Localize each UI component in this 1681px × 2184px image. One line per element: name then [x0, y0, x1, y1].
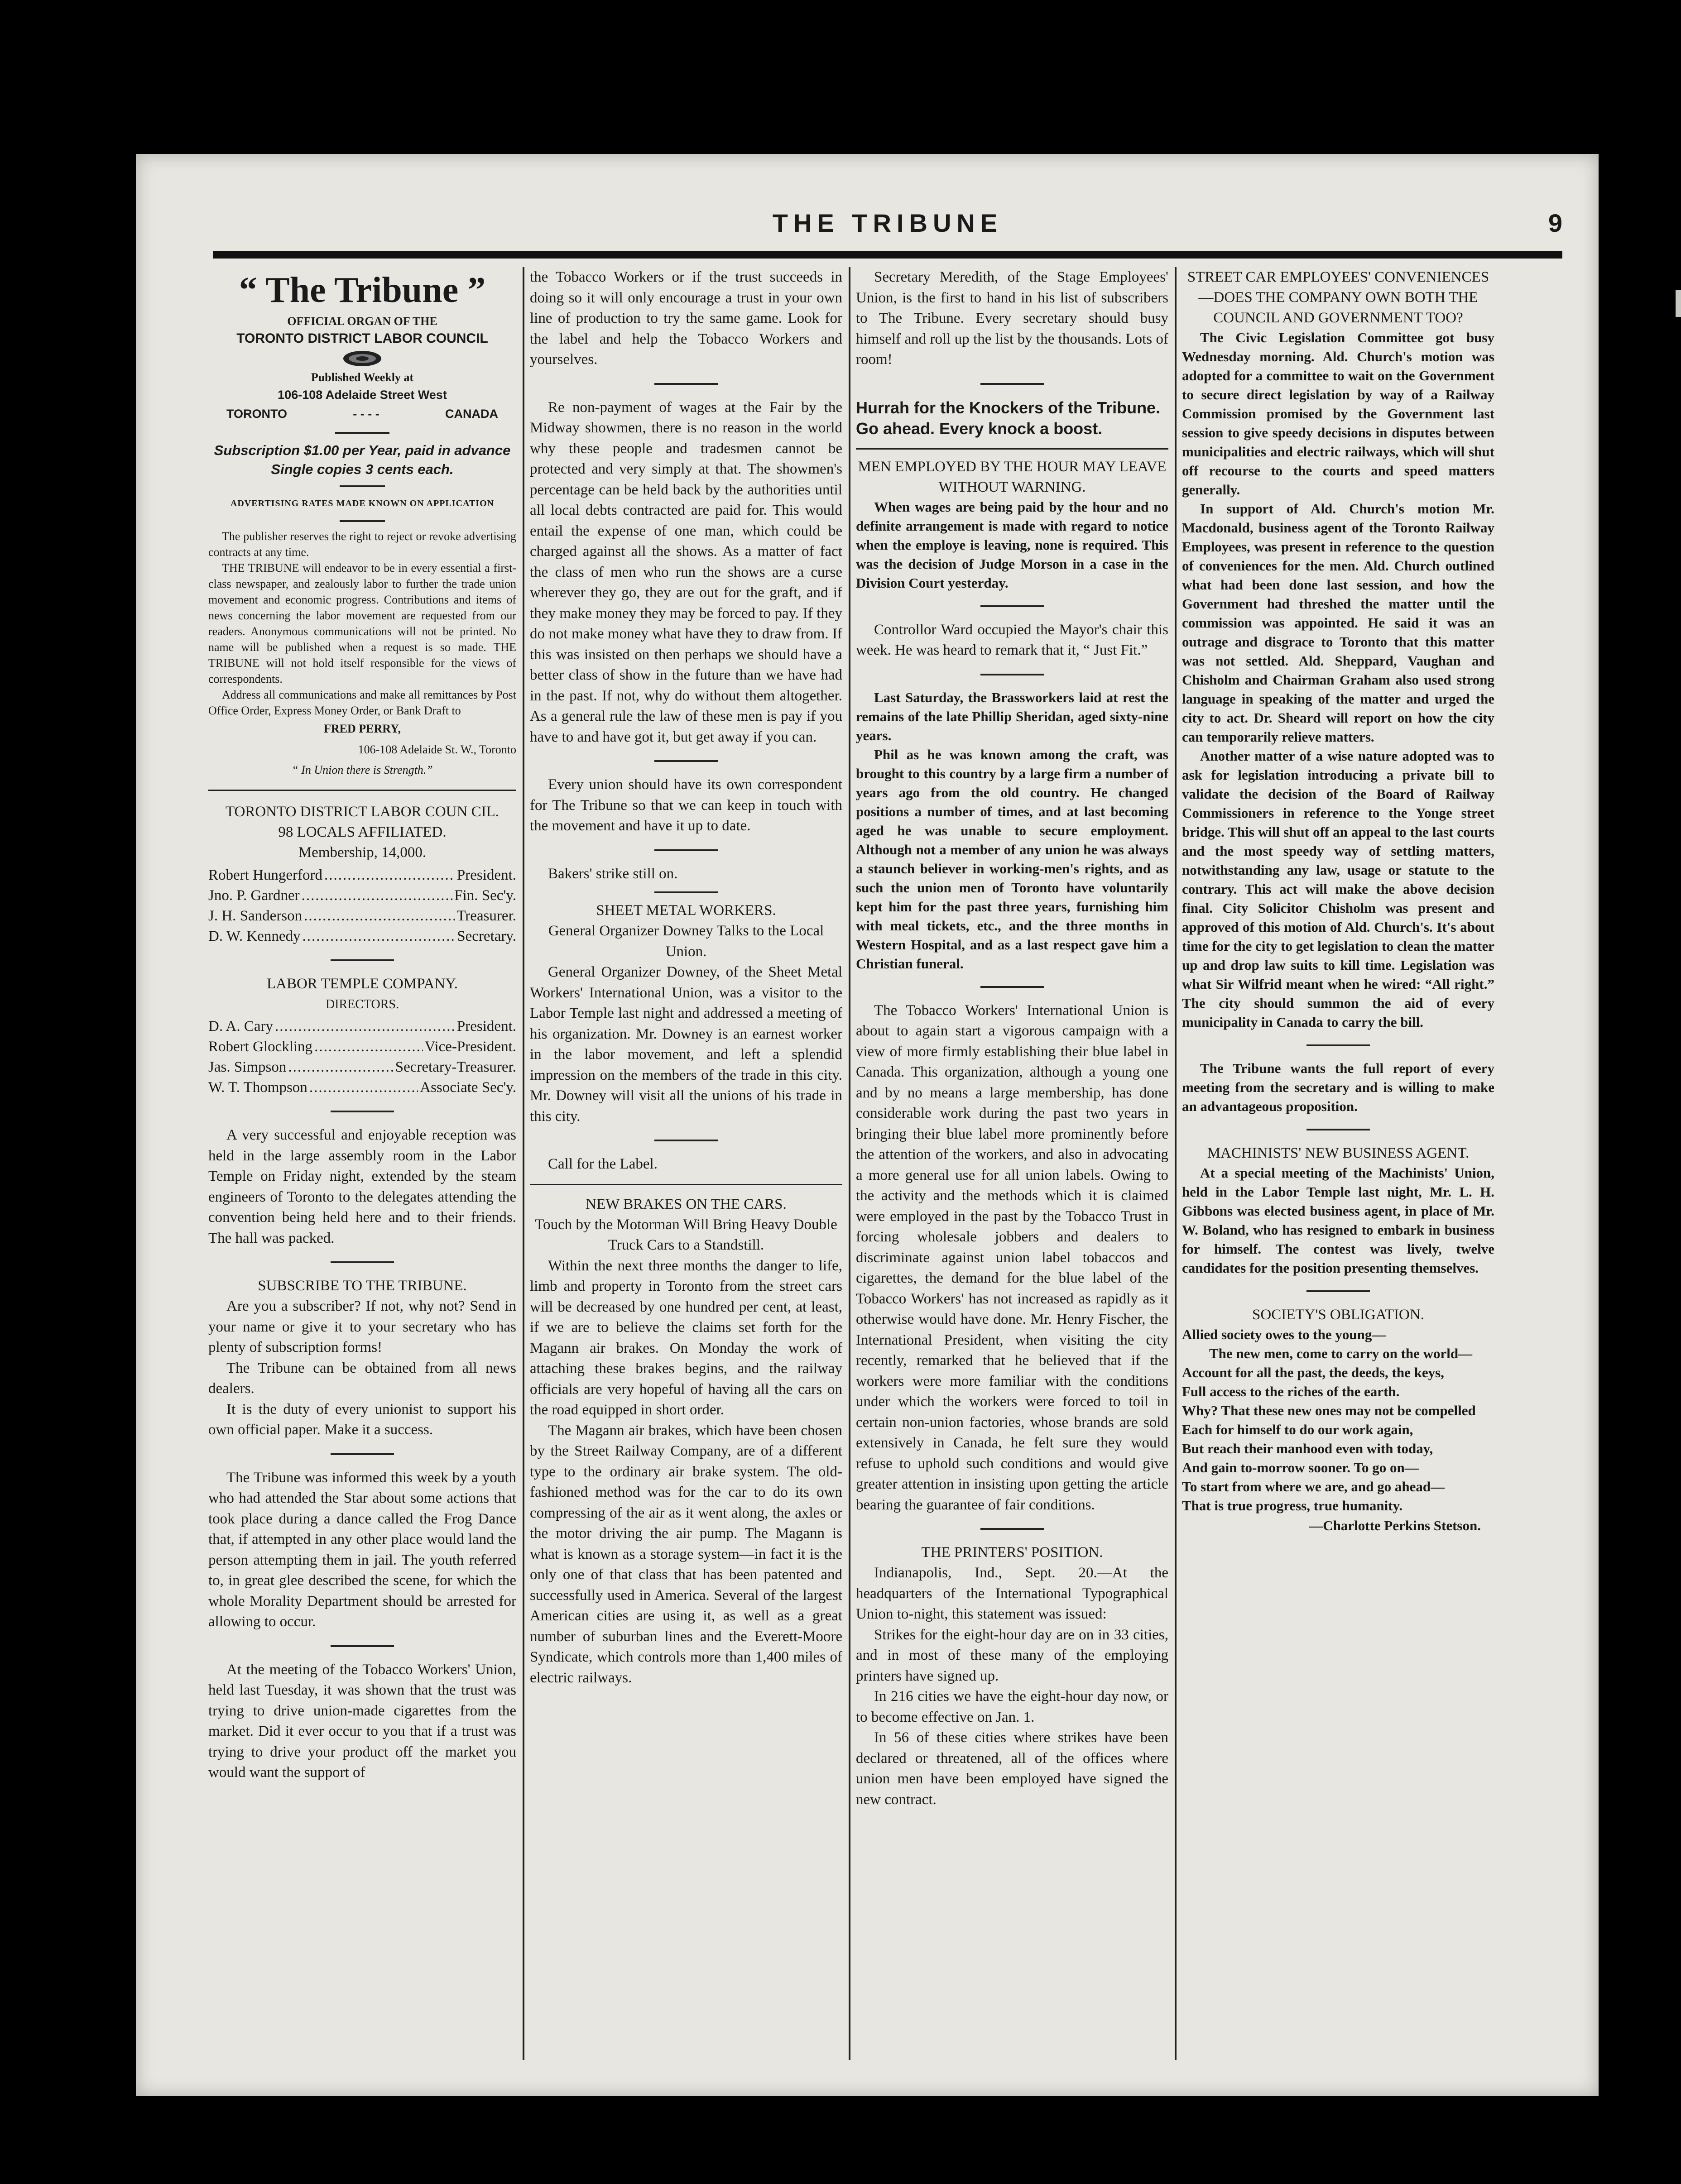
brakes-paragraph: The Magann air brakes, which have been chosen by the Street Railway Company, are of a different type to the ordinary air brake system. The old-fashioned method was for the car to do its own compressing of the air as it went along, the axles or the motor driving the air pump. The Magann is what is known as a storage system—in fact it is the only one of that class that has been patented and successfully used in America. Several of the largest American cities are using it, as well as a great number of suburban lines and the Everett-Moore Syndicate, which controls more than 1,400 miles of electric railways. [530, 1422, 842, 1686]
divider [331, 1261, 394, 1263]
divider [331, 959, 394, 961]
frog-dance-article: The Tribune was informed this week by a youth who had attended the Star about some actions that took place during a dance called the Frog Dance that, if attempted in any other place would land the person attempting them in jail. The youth referred to, in great glee described the scene, for which the whole Morality Department should be arrested for allowing to occur. [208, 1469, 516, 1630]
union-label-icon [342, 350, 383, 368]
machinists-article: At a special meeting of the Machinists' Union, held in the Labor Temple last night, Mr. L. H. Gibbons was elected business agent, in place of Mr. W. Boland, who has resigned to embark in business for himself. The contest was lively, twelve candidates for the position presenting themselves. [1182, 1165, 1494, 1276]
divider [654, 760, 718, 762]
officer-row: J. H. Sanderson ..... Treasurer. [208, 906, 516, 926]
officer-row: D. A. Cary ..... President. [208, 1016, 516, 1037]
street-car-heading: STREET CAR EMPLOYEES' CONVENIENCES—DOES THE COMPANY OWN BOTH THE COUNCIL AND GOVERNMENT TOO? [1187, 269, 1489, 326]
divider [980, 986, 1044, 988]
divider [335, 432, 389, 434]
section-rule [856, 448, 1168, 450]
subscribe-paragraph: The Tribune can be obtained from all news dealers. [208, 1360, 516, 1397]
membership: Membership, 14,000. [298, 844, 427, 861]
tobacco-meeting-article: At the meeting of the Tobacco Workers' Union, held last Tuesday, it was shown that the trust was trying to drive union-made cigarettes from the market. Did it ever occur to you that if a trust was trying to drive your product off the market you would want the support of [208, 1661, 516, 1781]
poem-line: Why? That these new ones may not be compelled [1182, 1403, 1476, 1418]
ward-note: Controllor Ward occupied the Mayor's chair this week. He was heard to remark that it, “ Just Fit.” [856, 621, 1168, 658]
city-line [208, 404, 516, 425]
masthead [213, 208, 1562, 249]
sheridan-paragraph: Last Saturday, the Brassworkers laid at rest the remains of the late Phillip Sheridan, aged sixty-nine years. [856, 689, 1168, 743]
temple-officers [208, 1016, 516, 1098]
newspaper-page [136, 154, 1599, 2096]
divider [340, 520, 385, 522]
fred-perry: FRED PERRY, [323, 722, 401, 735]
subscribe-heading: SUBSCRIBE TO THE TRIBUNE. [258, 1278, 467, 1294]
tribune-policy: THE TRIBUNE will endeavor to be in every essential a first-class newspaper, and zealously labor to further the trade union movement and economic progress. Contributions and items of news concerning the labor movement are requested from our readers. Anonymous communications will not be printed. No name will be published when a request is so made. THE TRIBUNE will not hold itself responsible for the views of correspondents. [208, 561, 516, 685]
sheet-metal-heading: SHEET METAL WORKERS. [596, 902, 776, 919]
street-car-paragraph: The Civic Legislation Committee got busy Wednesday morning. Ald. Church's motion was adopted for a committee to wait on the Government to secure direct legislation by way of a Railway Commission promised by the Government last session to give speedy decisions in disputes between municipalities and electric railways, which will shut off recourse to the courts and speed matters generally. [1182, 330, 1494, 498]
column-3 [856, 267, 1168, 2060]
midway-article: Re non-payment of wages at the Fair by the Midway showmen, there is no reason in the world why these people and tradesmen cannot be protected and very simply at that. The showmen's percentage can be held back by the authorities until all local debts contracted are paid for. This would entail the expense of one man, which could be charged against all the shows. As a matter of fact the class of men who run the shows are a curse wherever they go, they are out for the graft, and if they make money they may be forced to pay. If they do not make money what have they to draw from. If this was insisted on then perhaps we should have a better class of show in the future than we have had in the past. If not, why do without them altogether. As a general rule the law of these men is pay if you have to and have got it, but get away if you can. [530, 399, 842, 745]
column-1 [208, 267, 516, 2060]
officer-row: Robert Glockling ..... Vice-President. [208, 1037, 516, 1057]
tobacco-continued: the Tobacco Workers or if the trust succeeds in doing so it will only encourage a trust in your own line of production to try the same game. Look for the label and help the Tobacco Workers and yourselves. [530, 269, 842, 368]
divider [340, 485, 385, 487]
poem-line: To start from where we are, and go ahead— [1182, 1479, 1445, 1494]
printers-paragraph: In 56 of these cities where strikes have been declared or threatened, all of the offices where union men have been employed have signed the new contract. [856, 1729, 1168, 1808]
meredith-note: Secretary Meredith, of the Stage Employees' Union, is the first to hand in his list of subscribers to The Tribune. Every secretary should busy himself and roll up the list by the thousands. Lots of room! [856, 269, 1168, 368]
hour-heading: MEN EMPLOYED BY THE HOUR MAY LEAVE WITHOUT WARNING. [858, 458, 1167, 495]
divider [331, 1645, 394, 1647]
poem [1182, 1325, 1494, 1515]
correspondent-note: Every union should have its own correspondent for The Tribune so that we can keep in touch with the movement and have it up to date. [530, 776, 842, 834]
divider [331, 1453, 394, 1455]
divider [980, 605, 1044, 607]
poem-line: Full access to the riches of the earth. [1182, 1384, 1400, 1399]
temple-heading: LABOR TEMPLE COMPANY. [266, 975, 458, 992]
brakes-subheading: Touch by the Motorman Will Bring Heavy Double Truck Cars to a Standstill. [535, 1216, 837, 1253]
page-number: 9 [1548, 209, 1562, 237]
perry-address: 106-108 Adelaide St. W., Toronto [358, 742, 516, 756]
published-weekly: Published Weekly at [311, 371, 414, 384]
divider [654, 383, 718, 385]
column-divider [523, 267, 524, 2060]
divider [1306, 1290, 1370, 1292]
divider [1306, 1129, 1370, 1130]
call-label-note: Call for the Label. [548, 1156, 658, 1172]
divider [980, 1528, 1044, 1530]
officer-row: Jno. P. Gardner ..... Fin. Sec'y. [208, 886, 516, 906]
column-4 [1182, 267, 1494, 2060]
poem-line: The new men, come to carry on the world— [1209, 1346, 1473, 1361]
poem-line: Account for all the past, the deeds, the keys, [1182, 1365, 1444, 1380]
divider [654, 849, 718, 851]
country: CANADA [445, 407, 498, 421]
full-report-note: The Tribune wants the full report of every meeting from the secretary and is willing to make an advantageous proposition. [1182, 1060, 1494, 1114]
brakes-paragraph: Within the next three months the danger to life, limb and property in Toronto from the street cars will be decreased by one hundred per cent, at least, if we are to believe the claims set forth for the Magann air brakes. On Monday the work of attaching these brakes begins, and the railway officials are very hopeful of having all the cars on the road equipped in short order. [530, 1257, 842, 1418]
divider [980, 674, 1044, 675]
subscribe-paragraph: Are you a subscriber? If not, why not? Send in your name or give it to your secretary who has plenty of subscription forms! [208, 1298, 516, 1355]
address-all: Address all communications and make all remittances by Post Office Order, Express Money Order, or Bank Draft to [208, 688, 516, 717]
section-rule [530, 1184, 842, 1185]
printers-paragraph: In 216 cities we have the eight-hour day now, or to become effective on Jan. 1. [856, 1688, 1168, 1725]
poem-line: And gain to-morrow sooner. To go on— [1182, 1460, 1419, 1475]
masthead-title: THE TRIBUNE [772, 209, 1003, 237]
hour-article: When wages are being paid by the hour and no definite arrangement is made with regard to notice when the employe is leaving, none is required. This was the decision of Judge Morson in a case in the Division Court yesterday. [856, 498, 1168, 591]
officer-row: D. W. Kennedy ..... Secretary. [208, 926, 516, 947]
printers-heading: THE PRINTERS' POSITION. [921, 1544, 1103, 1561]
hurrah-notice: Hurrah for the Knockers of the Tribune. Go ahead. Every knock a boost. [856, 398, 1161, 438]
column-divider [849, 267, 850, 2060]
machinists-heading: MACHINISTS' NEW BUSINESS AGENT. [1207, 1145, 1470, 1161]
advertising-rates: ADVERTISING RATES MADE KNOWN ON APPLICATION [230, 498, 495, 508]
divider [1306, 1044, 1370, 1046]
divider [331, 1111, 394, 1112]
city: TORONTO [226, 407, 288, 421]
poem-title: SOCIETY'S OBLIGATION. [1252, 1307, 1424, 1323]
printers-paragraph: Indianapolis, Ind., Sept. 20.—At the headquarters of the International Typographical Union to-night, this statement was issued: [856, 1565, 1168, 1622]
printers-paragraph: Strikes for the eight-hour day are on in 33 cities, and in most of these many of the employing printers have signed up. [856, 1626, 1168, 1684]
locals-affiliated: 98 LOCALS AFFILIATED. [278, 824, 447, 840]
section-rule [208, 790, 516, 791]
council-heading: TORONTO DISTRICT LABOR COUN CIL. [225, 803, 499, 820]
officer-row: Robert Hungerford ..... President. [208, 865, 516, 886]
city-dashes: - - - - [353, 407, 379, 421]
tobacco-international-article: The Tobacco Workers' International Union is about to again start a vigorous campaign with a view of more firmly establishing their blue label in Canada. This organization, although a young one and by no means a large membership, has done considerable work during the past two years in bringing their blue label more prominently before the attention of the workers, and also in advocating a more general use for all union labels. Owing to the activity and the methods which it is claimed were employed in the past by the Tobacco Trust in forcing wholesale jobbers and dealers to discriminate against union label tobaccos and cigarettes, the demand for the blue label of the Tobacco Workers' has not increased as rapidly as it otherwise would have done. Mr. Henry Fischer, the International President, when visiting the city recently, remarked that he believed that if the workers were more familiar with the conditions under which the workers were forced to toil in certain non-union factories, whose brands are sold extensively in Canada, he felt sure they would refuse to uphold such conditions and would give greater attention in insisting upon getting the article bearing the guarantee of fair conditions. [856, 1002, 1168, 1513]
divider [980, 383, 1044, 385]
column-2 [530, 267, 842, 2060]
sheet-metal-article: General Organizer Downey, of the Sheet Metal Workers' International Union, was a visitor to the Labor Temple last night and addressed a meeting of his organization. Mr. Downey is an earnest worker in the labor movement, and left a splendid impression on the members of the trade in this city. Mr. Downey will visit all the unions of his trade in this city. [530, 964, 842, 1125]
bakers-note: Bakers' strike still on. [548, 865, 678, 882]
poem-author: —Charlotte Perkins Stetson. [1309, 1518, 1481, 1533]
poem-line: Allied society owes to the young— [1182, 1327, 1386, 1342]
official-organ: OFFICIAL ORGAN OF THE [287, 315, 437, 328]
single-copy-rate: Single copies 3 cents each. [271, 461, 454, 477]
council-name: TORONTO DISTRICT LABOR COUNCIL [236, 331, 488, 346]
page-edge [1676, 290, 1681, 317]
sheridan-paragraph: Phil as he was known among the craft, was brought to this country by a large firm a number of years ago from the old country. He changed positions a number of times, and at last becoming aged he was unable to secure employment. Although not a member of any union he was always a staunch believer in working-men's rights, and as such the union men of Toronto have voluntarily kept him for the past three years, furnishing him with meal tickets, etc., and the three months in Western Hospital, and as a last respect gave him a Christian funeral. [856, 746, 1168, 972]
divider [654, 891, 718, 893]
office-address: 106-108 Adelaide Street West [278, 388, 447, 402]
reception-article: A very successful and enjoyable reception was held in the large assembly room in the Labor Temple on Friday night, extended by the steam engineers of Toronto to the delegates attending the convention being held here and to their friends. The hall was packed. [208, 1127, 516, 1246]
subscription-rate: Subscription $1.00 per Year, paid in advance [214, 442, 511, 458]
motto: “ In Union there is Strength.” [292, 763, 433, 776]
column-divider [1175, 267, 1177, 2060]
tribune-logo-title: “ The Tribune ” [239, 270, 486, 310]
council-officers [208, 865, 516, 947]
officer-row: Jas. Simpson ..... Secretary-Treasurer. [208, 1057, 516, 1078]
publisher-notice: The publisher reserves the right to reject or revoke advertising contracts at any time. [208, 530, 516, 559]
divider [654, 1140, 718, 1141]
officer-row: W. T. Thompson ..... Associate Sec'y. [208, 1078, 516, 1098]
poem-line: But reach their manhood even with today, [1182, 1441, 1433, 1456]
street-car-paragraph: Another matter of a wise nature adopted was to ask for legislation introducing a private bill to validate the decision of the Board of Railway Commissioners in reference to the Yonge street bridge. This will shut off an appeal to the last courts and the most speedy way of settling matters, notwithstanding any law, usage or statute to the contrary. This act will make the above decision final. City Solicitor Chisholm was present and approved of this motion of Ald. Church's. It's about time for the city to get legislation to clean the matter up and drop law suits to kill time. Legislation was what Sir Wilfrid meant when he wired: “All right.” The city should summon the aid of every municipality in Canada to carry the bill. [1182, 748, 1494, 1030]
poem-line: Each for himself to do our work again, [1182, 1422, 1413, 1437]
directors-label: DIRECTORS. [325, 997, 399, 1011]
street-car-paragraph: In support of Ald. Church's motion Mr. Macdonald, business agent of the Toronto Railway Employees, was present in reference to the question of conveniences for the men. Ald. Church outlined what had been done last session, and how the Government had threshed the matter until the commission was appointed. He said it was an outrage and disgrace to Toronto that this matter was not settled. Ald. Sheppard, Vaughan and Chisholm and Chairman Graham also used strong language in speaking of the matter and urged the city to act. Dr. Sheard will report on how the city can temporarily relieve matters. [1182, 501, 1494, 745]
masthead-rule [213, 251, 1562, 259]
subscribe-paragraph: It is the duty of every unionist to support his own official paper. Make it a success. [208, 1401, 516, 1438]
sheet-metal-subheading: General Organizer Downey Talks to the Local Union. [548, 923, 824, 960]
poem-line: That is true progress, true humanity. [1182, 1498, 1403, 1513]
brakes-heading: NEW BRAKES ON THE CARS. [586, 1196, 787, 1212]
